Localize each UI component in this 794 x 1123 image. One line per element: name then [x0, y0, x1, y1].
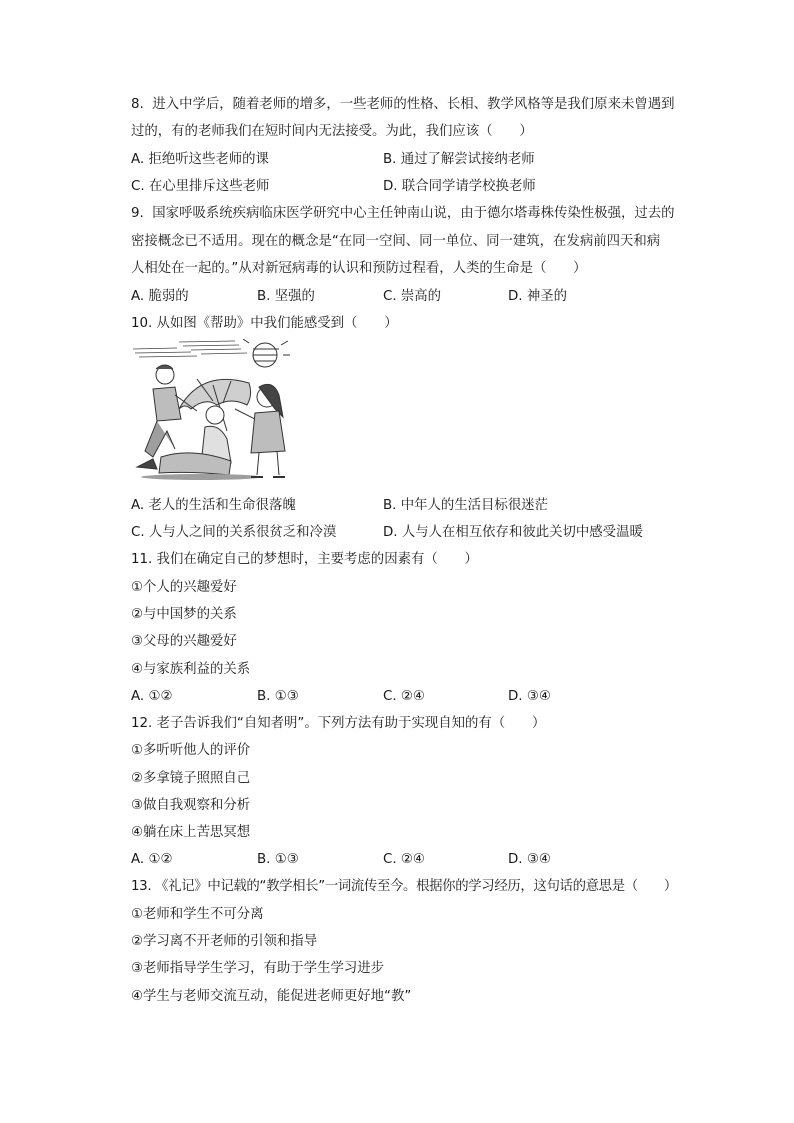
q12-option-b: B. ①③: [257, 852, 299, 867]
q11-option-a: A. ①②: [131, 689, 173, 704]
q12-option-c: C. ②④: [383, 852, 425, 867]
q8-option-c: C. 在心里排斥这些老师: [131, 179, 270, 194]
q11-item-3: ③父母的兴趣爱好: [131, 634, 237, 649]
q10-option-d: D. 人与人在相互依存和彼此关切中感受温暖: [383, 525, 643, 540]
q8-option-a: A. 拒绝听这些老师的课: [131, 152, 269, 167]
q12-item-1: ①多听听他人的评价: [131, 743, 251, 758]
q10-option-b: B. 中年人的生活目标很迷茫: [383, 498, 548, 513]
q9-option-c: C. 崇高的: [383, 289, 442, 304]
q12-item-4: ④躺在床上苦思冥想: [131, 825, 251, 840]
q9-stem-line1: 9. 国家呼吸系统疾病临床医学研究中心主任钟南山说，由于德尔塔毒株传染性极强，过去的: [131, 206, 675, 221]
q11-stem-line1: 11. 我们在确定自己的梦想时，主要考虑的因素有（ ）: [131, 552, 478, 567]
q8-stem-line1: 8. 进入中学后，随着老师的增多，一些老师的性格、长相、教学风格等是我们原来未曾遇到: [131, 97, 675, 112]
q13-item-1: ①老师和学生不可分离: [131, 907, 264, 922]
q8-stem-line2: 过的，有的老师我们在短时间内无法接受。为此，我们应该（ ）: [131, 124, 533, 139]
q11-item-2: ②与中国梦的关系: [131, 607, 237, 622]
q12-item-2: ②多拿镜子照照自己: [131, 771, 251, 786]
q13-stem-line1: 13. 《礼记》中记载的“教学相长”一词流传至今。根据你的学习经历，这句话的意思是（ ）: [131, 879, 677, 894]
q10-option-a: A. 老人的生活和生命很落魄: [131, 498, 296, 513]
q10-stem-line1: 10. 从如图《帮助》中我们能感受到（ ）: [131, 316, 398, 331]
q13-item-4: ④学生与老师交流互动，能促进老师更好地“教”: [131, 989, 412, 1004]
q11-option-c: C. ②④: [383, 689, 425, 704]
q11-item-1: ①个人的兴趣爱好: [131, 580, 237, 595]
q12-option-a: A. ①②: [131, 852, 173, 867]
help-illustration: [131, 339, 291, 481]
q11-option-b: B. ①③: [257, 689, 299, 704]
q11-item-4: ④与家族利益的关系: [131, 662, 251, 677]
q9-stem-line2: 密接概念已不适用。现在的概念是“在同一空间、同一单位、同一建筑，在发病前四天和病: [131, 234, 661, 249]
q10-option-c: C. 人与人之间的关系很贫乏和冷漠: [131, 525, 337, 540]
q13-item-2: ②学习离不开老师的引领和指导: [131, 934, 318, 949]
q9-option-a: A. 脆弱的: [131, 289, 189, 304]
q12-option-d: D. ③④: [508, 852, 551, 867]
q13-item-3: ③老师指导学生学习，有助于学生学习进步: [131, 961, 385, 976]
q8-option-b: B. 通过了解尝试接纳老师: [383, 152, 535, 167]
q9-option-b: B. 坚强的: [257, 289, 315, 304]
q12-item-3: ③做自我观察和分析: [131, 798, 251, 813]
q8-option-d: D. 联合同学请学校换老师: [383, 179, 536, 194]
q12-stem-line1: 12. 老子告诉我们“自知者明”。下列方法有助于实现自知的有（ ）: [131, 716, 546, 731]
q9-option-d: D. 神圣的: [508, 289, 567, 304]
q9-stem-line3: 人相处在一起的。”从对新冠病毒的认识和预防过程看，人类的生命是（ ）: [131, 261, 587, 276]
q11-option-d: D. ③④: [508, 689, 551, 704]
sun-icon: [243, 339, 290, 367]
